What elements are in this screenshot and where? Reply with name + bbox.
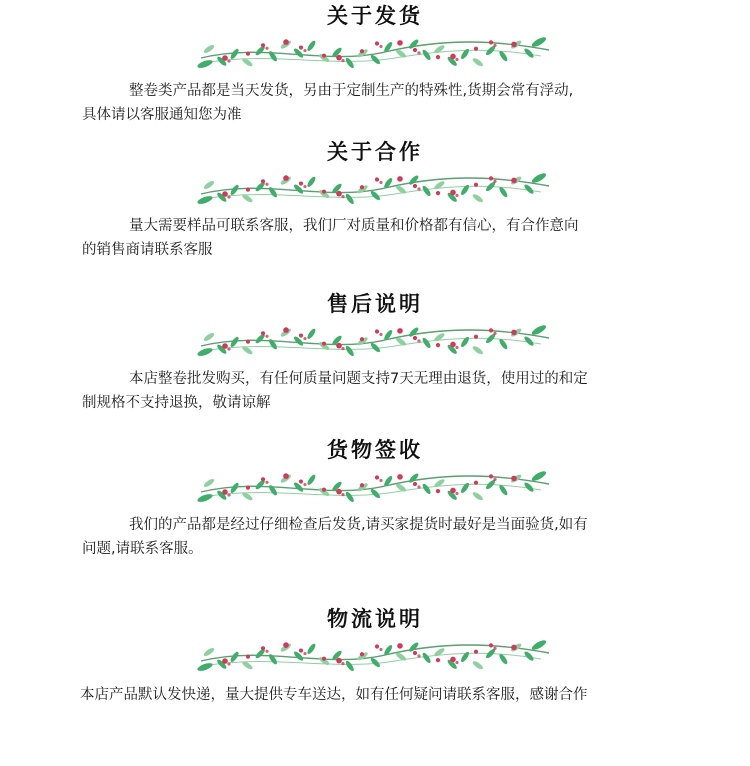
section-title-logistics: 物流说明 [327, 606, 423, 631]
section-body-logistics [80, 683, 680, 707]
section-body-after-sales [82, 367, 682, 415]
section-body-receipt [82, 513, 682, 561]
section-title-after-sales: 售后说明 [327, 291, 423, 316]
section-line: 制规格不支持退换，敬请谅解 [82, 395, 271, 411]
section-line: 的销售商请联系客服 [82, 242, 213, 258]
leafy-vine-divider-icon [195, 635, 555, 675]
leafy-vine-divider-icon [195, 320, 555, 360]
section-line: 整卷类产品都是当天发货，另由于定制生产的特殊性,货期会常有浮动, [129, 83, 574, 99]
section-line: 本店产品默认发快递，量大提供专车送达，如有任何疑问请联系客服，感谢合作 [80, 687, 588, 703]
section-title-receipt: 货物签收 [327, 437, 423, 462]
leafy-vine-divider-icon [195, 32, 555, 72]
section-body-cooperation [82, 214, 682, 262]
section-title-cooperation: 关于合作 [327, 139, 423, 164]
section-line: 量大需要样品可联系客服，我们厂对质量和价格都有信心，有合作意向 [129, 218, 579, 234]
section-line: 本店整卷批发购买，有任何质量问题支持7天无理由退货，使用过的和定 [129, 371, 588, 387]
section-line: 问题,请联系客服。 [82, 541, 203, 557]
section-body-shipping [82, 79, 682, 127]
section-line: 具体请以客服通知您为准 [82, 107, 242, 123]
leafy-vine-divider-icon [195, 168, 555, 208]
section-line: 我们的产品都是经过仔细检查后发货,请买家提货时最好是当面验货,如有 [129, 517, 588, 533]
section-title-shipping: 关于发货 [327, 3, 423, 28]
leafy-vine-divider-icon [195, 466, 555, 506]
